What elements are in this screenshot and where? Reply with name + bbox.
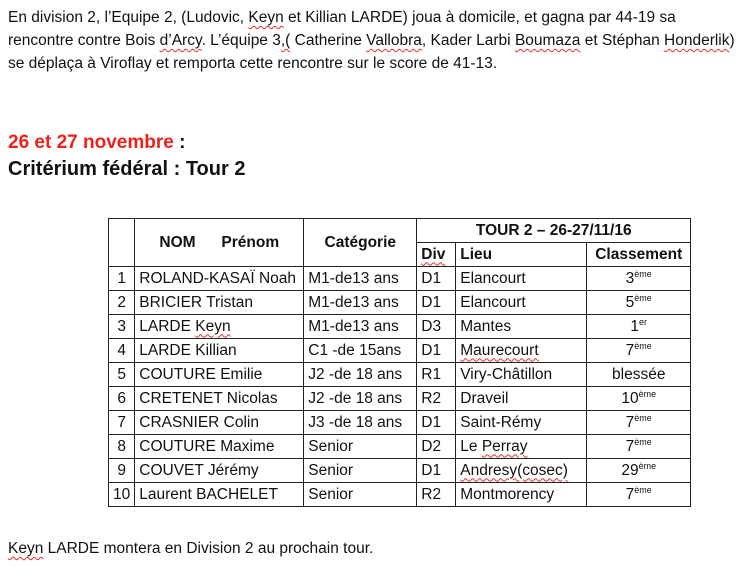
cell-classement (587, 315, 691, 339)
cell-num: 3 (109, 315, 135, 339)
cell-num: 1 (109, 267, 135, 291)
cell-name: BRICIER Tristan (135, 291, 304, 315)
classement-rank: 3 (625, 270, 635, 287)
cell-num: 10 (109, 483, 135, 507)
table-row (109, 267, 691, 291)
cell-num: 8 (109, 435, 135, 459)
cell-div: D1 (417, 267, 456, 291)
results-table (108, 218, 691, 507)
cell-div: R2 (417, 483, 456, 507)
cell-category: M1-de13 ans (304, 291, 417, 315)
classement-suffix: ème (634, 293, 652, 303)
intro-paragraph (8, 6, 744, 75)
intro-text-part: et Stéphan (580, 32, 665, 49)
cell-lieu: Maurecourt (456, 339, 587, 363)
header-name: NOM Prénom (135, 219, 304, 267)
header-category: Catégorie (304, 219, 417, 267)
spellcheck-word: Keyn (248, 9, 284, 26)
spellcheck-word: Honderlik (664, 32, 730, 49)
intro-text-part: En division 2, l’Equipe 2, (Ludovic, (8, 9, 249, 26)
cell-lieu: Montmorency (456, 483, 587, 507)
cell-category: Senior (304, 435, 417, 459)
cell-classement (587, 387, 691, 411)
cell-name: COUTURE Emilie (135, 363, 304, 387)
table-row (109, 411, 691, 435)
cell-name: ROLAND-KASAÏ Noah (135, 267, 304, 291)
cell-div: D1 (417, 459, 456, 483)
cell-div: D1 (417, 291, 456, 315)
cell-name: LARDE Killian (135, 339, 304, 363)
table-row (109, 363, 691, 387)
header-num (109, 219, 135, 267)
cell-classement (587, 363, 691, 387)
cell-classement (587, 339, 691, 363)
intro-text-part: . L’équipe 3 (201, 32, 281, 49)
cell-lieu: Elancourt (456, 291, 587, 315)
spellcheck-word: Vallobra (366, 32, 422, 49)
cell-classement (587, 459, 691, 483)
cell-category: J2 -de 18 ans (304, 363, 417, 387)
classement-rank: 7 (625, 342, 635, 359)
cell-lieu: Viry-Châtillon (456, 363, 587, 387)
classement-rank: blessée (612, 366, 666, 383)
footer-text: LARDE montera en Division 2 au prochain tour. (43, 540, 374, 557)
date-heading (8, 132, 185, 154)
spellcheck-word: d’Arcy (159, 32, 202, 49)
table-row (109, 483, 691, 507)
table-row (109, 459, 691, 483)
intro-text-part: , Kader Larbi (421, 32, 515, 49)
cell-div: R1 (417, 363, 456, 387)
cell-div: D3 (417, 315, 456, 339)
cell-classement (587, 435, 691, 459)
spellcheck-word: Boumaza (514, 32, 581, 49)
spellcheck-word: Keyn (8, 540, 44, 557)
cell-category: C1 -de 15ans (304, 339, 417, 363)
classement-rank: 1 (630, 318, 640, 335)
section-title: Critérium fédéral : Tour 2 (8, 158, 246, 180)
table-header-row (109, 219, 691, 243)
date-colon: : (173, 132, 186, 153)
header-div-label: Div (421, 245, 446, 263)
classement-rank: 5 (625, 294, 635, 311)
footer-note (8, 540, 373, 558)
classement-suffix: ème (634, 413, 652, 423)
classement-suffix: ème (634, 485, 652, 495)
table-row (109, 315, 691, 339)
header-div (417, 243, 456, 267)
classement-suffix: ème (634, 269, 652, 279)
cell-name: COUVET Jérémy (135, 459, 304, 483)
classement-suffix: ème (638, 389, 657, 399)
cell-div: D2 (417, 435, 456, 459)
classement-suffix: ème (634, 341, 652, 351)
cell-name: CRASNIER Colin (135, 411, 304, 435)
table-row (109, 435, 691, 459)
cell-lieu: Le Perray (456, 435, 587, 459)
classement-rank: 10 (621, 390, 639, 407)
cell-lieu: Saint-Rémy (456, 411, 587, 435)
intro-text (8, 6, 744, 75)
cell-num: 4 (109, 339, 135, 363)
intro-text-part: ) se déplaça à Viroflay et remporta cette rencontre sur le score de 41-13. (8, 32, 735, 72)
cell-lieu: Draveil (456, 387, 587, 411)
cell-name: COUTURE Maxime (135, 435, 304, 459)
table-row (109, 291, 691, 315)
intro-text-part: Catherine (290, 32, 367, 49)
table-row (109, 339, 691, 363)
header-classement: Classement (587, 243, 691, 267)
table-row (109, 387, 691, 411)
cell-name: LARDE Keyn (135, 315, 304, 339)
classement-rank: 29 (621, 462, 639, 479)
cell-category: Senior (304, 459, 417, 483)
cell-classement (587, 483, 691, 507)
cell-div: R2 (417, 387, 456, 411)
classement-rank: 7 (625, 414, 635, 431)
cell-classement (587, 411, 691, 435)
date-text: 26 et 27 novembre (8, 132, 174, 153)
cell-category: M1-de13 ans (304, 267, 417, 291)
cell-num: 2 (109, 291, 135, 315)
cell-category: Senior (304, 483, 417, 507)
cell-category: M1-de13 ans (304, 315, 417, 339)
spellcheck-word: ,( (280, 32, 291, 49)
cell-name: CRETENET Nicolas (135, 387, 304, 411)
header-lieu: Lieu (456, 243, 587, 267)
cell-div: D1 (417, 411, 456, 435)
cell-num: 5 (109, 363, 135, 387)
cell-category: J2 -de 18 ans (304, 387, 417, 411)
intro-text-part: et Killian LARDE) joua à domicile, et gagna par 44-19 sa rencontre contre Bois (8, 9, 676, 49)
cell-div: D1 (417, 339, 456, 363)
cell-classement (587, 267, 691, 291)
cell-lieu: Elancourt (456, 267, 587, 291)
cell-lieu: Mantes (456, 315, 587, 339)
classement-suffix: ème (634, 437, 652, 447)
cell-category: J3 -de 18 ans (304, 411, 417, 435)
classement-suffix: er (639, 317, 648, 327)
cell-num: 7 (109, 411, 135, 435)
cell-name: Laurent BACHELET (135, 483, 304, 507)
classement-suffix: ème (638, 461, 657, 471)
cell-lieu: Andresy(cosec) (456, 459, 587, 483)
classement-rank: 7 (625, 486, 635, 503)
cell-num: 9 (109, 459, 135, 483)
classement-rank: 7 (625, 438, 635, 455)
cell-classement (587, 291, 691, 315)
cell-num: 6 (109, 387, 135, 411)
header-tour: TOUR 2 – 26-27/11/16 (417, 219, 691, 243)
